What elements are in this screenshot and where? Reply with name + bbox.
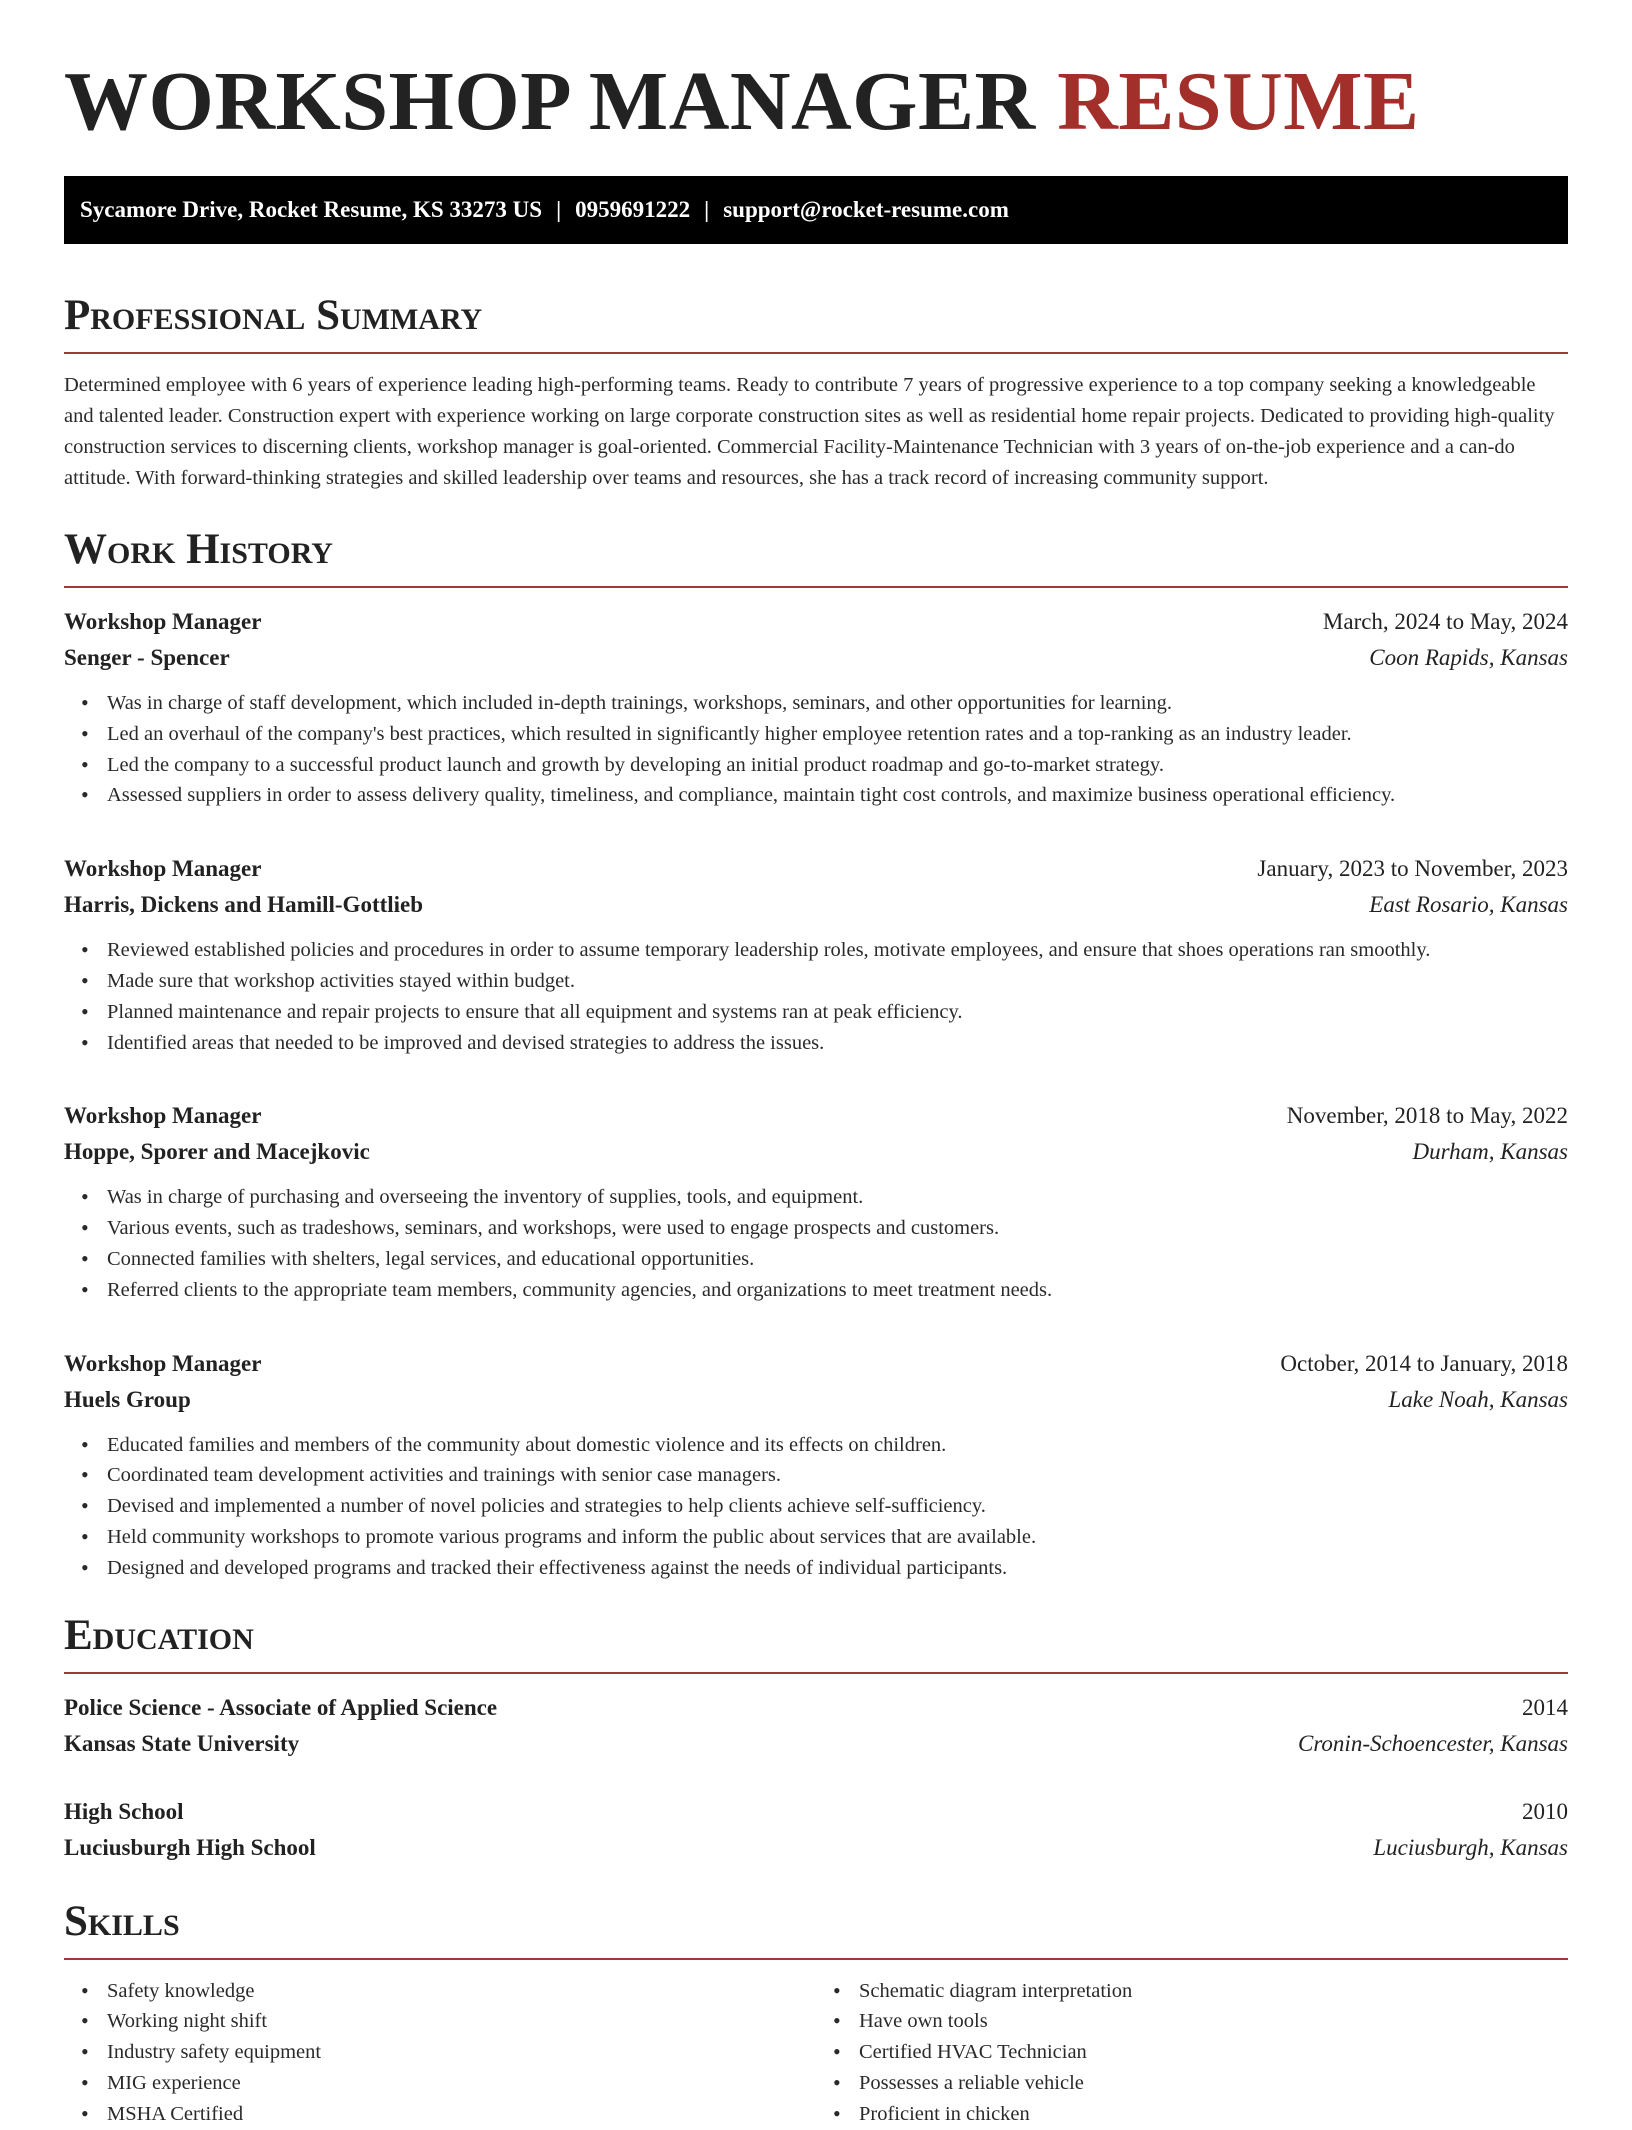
job-location: Lake Noah, Kansas: [1388, 1386, 1568, 1412]
resume-title: [64, 0, 1568, 152]
section-divider: [64, 352, 1568, 354]
job-dates: October, 2014 to January, 2018: [1280, 1350, 1568, 1376]
job-dates: March, 2024 to May, 2024: [1322, 609, 1568, 634]
job-bullets: [64, 1430, 1568, 1584]
list-item: • Led the company to a successful product launch and growth by developing an initial product roadmap and go-to-market strategy.: [107, 750, 1568, 781]
job-entry: [64, 1346, 1568, 1584]
list-item: • Designed and developed programs and tracked their effectiveness against the needs of individual participants.: [107, 1553, 1568, 1584]
list-item: • Various events, such as tradeshows, seminars, and workshops, were used to engage prospects and customers.: [107, 1213, 1568, 1244]
education-location: Cronin-Schoencester, Kansas: [1297, 1730, 1568, 1756]
job-dates: January, 2023 to November, 2023: [1257, 856, 1568, 882]
section-divider: [64, 1958, 1568, 1960]
list-item: • Was in charge of purchasing and overseeing the inventory of supplies, tools, and equipment.: [107, 1182, 1568, 1213]
job-company: Senger - Spencer: [64, 645, 230, 670]
work-history-section: [64, 524, 1568, 1584]
skills-section: [64, 1896, 1568, 2130]
skill-item: • Have own tools: [859, 2006, 1568, 2037]
list-item: • Educated families and members of the community about domestic violence and its effects on children.: [107, 1430, 1568, 1461]
section-divider: [64, 586, 1568, 588]
skill-item: • MSHA Certified: [107, 2099, 816, 2130]
job-company: Harris, Dickens and Hamill-Gottlieb: [64, 892, 424, 918]
list-item: • Reviewed established policies and procedures in order to assume temporary leadership roles, motivate employees, and ensure that shoes operations ran smoothly.: [107, 935, 1568, 966]
section-heading: Work History: [64, 526, 333, 573]
contact-separator: |: [704, 197, 710, 222]
list-item: • Assessed suppliers in order to assess delivery quality, timeliness, and compliance, maintain tight cost controls, and maximize business operational efficiency.: [107, 780, 1568, 811]
education-entry: [64, 1690, 1568, 1762]
list-item: • Coordinated team development activities and trainings with senior case managers.: [107, 1460, 1568, 1491]
job-title: Workshop Manager: [64, 1350, 262, 1376]
summary-section: [64, 290, 1568, 494]
job-entry: [64, 604, 1568, 811]
title-main: WORKSHOP MANAGER: [64, 55, 1036, 148]
education-entry: [64, 1794, 1568, 1866]
contact-separator: |: [556, 197, 562, 222]
job-bullets: [64, 688, 1568, 811]
summary-text: Determined employee with 6 years of experience leading high-performing teams. Ready to contribute 7 years of progressive experience to a top company seeking a knowledgeable and talented leader. Construction expert with experience working on large corporate construction sites as well as residential home repair projects. Dedicated to providing high-quality construction services to discerning clients, workshop manager is goal-oriented. Commercial Facility-Maintenance Technician with 3 years of on-the-job experience and a can-do attitude. With forward-thinking strategies and skilled leadership over teams and resources, she has a track record of increasing community support.: [64, 374, 1555, 489]
list-item: • Held community workshops to promote various programs and inform the public about services that are available.: [107, 1522, 1568, 1553]
education-school: Luciusburgh High School: [64, 1834, 316, 1860]
contact-email: support@rocket-resume.com: [723, 197, 1009, 222]
list-item: • Led an overhaul of the company's best practices, which resulted in significantly higher employee retention rates and a top-ranking as an industry leader.: [107, 719, 1568, 750]
list-item: • Was in charge of staff development, which included in-depth trainings, workshops, seminars, and other opportunities for learning.: [107, 688, 1568, 719]
skills-list-right: [816, 1976, 1568, 2130]
resume-page: [64, 0, 1568, 2130]
job-location: East Rosario, Kansas: [1369, 892, 1568, 918]
section-divider: [64, 1672, 1568, 1674]
list-item: • Planned maintenance and repair projects to ensure that all equipment and systems ran at peak efficiency.: [107, 997, 1568, 1028]
job-bullets: [64, 1182, 1568, 1305]
section-heading: Professional Summary: [64, 292, 483, 339]
skill-item: • Schematic diagram interpretation: [859, 1976, 1568, 2007]
job-entry: [64, 851, 1568, 1058]
job-bullets: [64, 935, 1568, 1058]
education-year: 2014: [1522, 1694, 1568, 1720]
skill-item: • Proficient in chicken: [859, 2099, 1568, 2130]
title-accent: RESUME: [1057, 55, 1420, 148]
contact-bar: [64, 176, 1568, 244]
job-dates: November, 2018 to May, 2022: [1286, 1103, 1568, 1129]
list-item: • Connected families with shelters, legal services, and educational opportunities.: [107, 1244, 1568, 1275]
contact-phone: 0959691222: [575, 197, 691, 222]
skills-list-left: [64, 1976, 816, 2130]
education-degree: High School: [64, 1798, 184, 1824]
list-item: • Referred clients to the appropriate team members, community agencies, and organizations to meet treatment needs.: [107, 1275, 1568, 1306]
skill-item: • MIG experience: [107, 2068, 816, 2099]
job-location: Coon Rapids, Kansas: [1369, 645, 1568, 670]
job-title: Workshop Manager: [64, 856, 262, 882]
job-company: Hoppe, Sporer and Macejkovic: [64, 1139, 370, 1165]
list-item: • Identified areas that needed to be improved and devised strategies to address the issues.: [107, 1028, 1568, 1059]
section-heading: Education: [64, 1611, 254, 1659]
list-item: • Devised and implemented a number of novel policies and strategies to help clients achieve self-sufficiency.: [107, 1491, 1568, 1522]
education-year: 2010: [1522, 1798, 1568, 1824]
section-heading: Skills: [64, 1897, 180, 1945]
skill-item: • Working night shift: [107, 2006, 816, 2037]
education-location: Luciusburgh, Kansas: [1373, 1834, 1568, 1860]
skill-item: • Industry safety equipment: [107, 2037, 816, 2068]
education-school: Kansas State University: [64, 1730, 300, 1756]
job-title: Workshop Manager: [64, 1103, 262, 1129]
job-entry: [64, 1098, 1568, 1305]
education-degree: Police Science - Associate of Applied Science: [64, 1694, 498, 1720]
education-section: [64, 1610, 1568, 1866]
job-location: Durham, Kansas: [1412, 1139, 1568, 1165]
job-title: Workshop Manager: [64, 609, 262, 634]
job-company: Huels Group: [64, 1386, 191, 1412]
contact-address: Sycamore Drive, Rocket Resume, KS 33273 US: [80, 197, 543, 222]
skill-item: • Safety knowledge: [107, 1976, 816, 2007]
list-item: • Made sure that workshop activities stayed within budget.: [107, 966, 1568, 997]
skills-grid: [64, 1976, 1568, 2130]
skill-item: • Possesses a reliable vehicle: [859, 2068, 1568, 2099]
skill-item: • Certified HVAC Technician: [859, 2037, 1568, 2068]
